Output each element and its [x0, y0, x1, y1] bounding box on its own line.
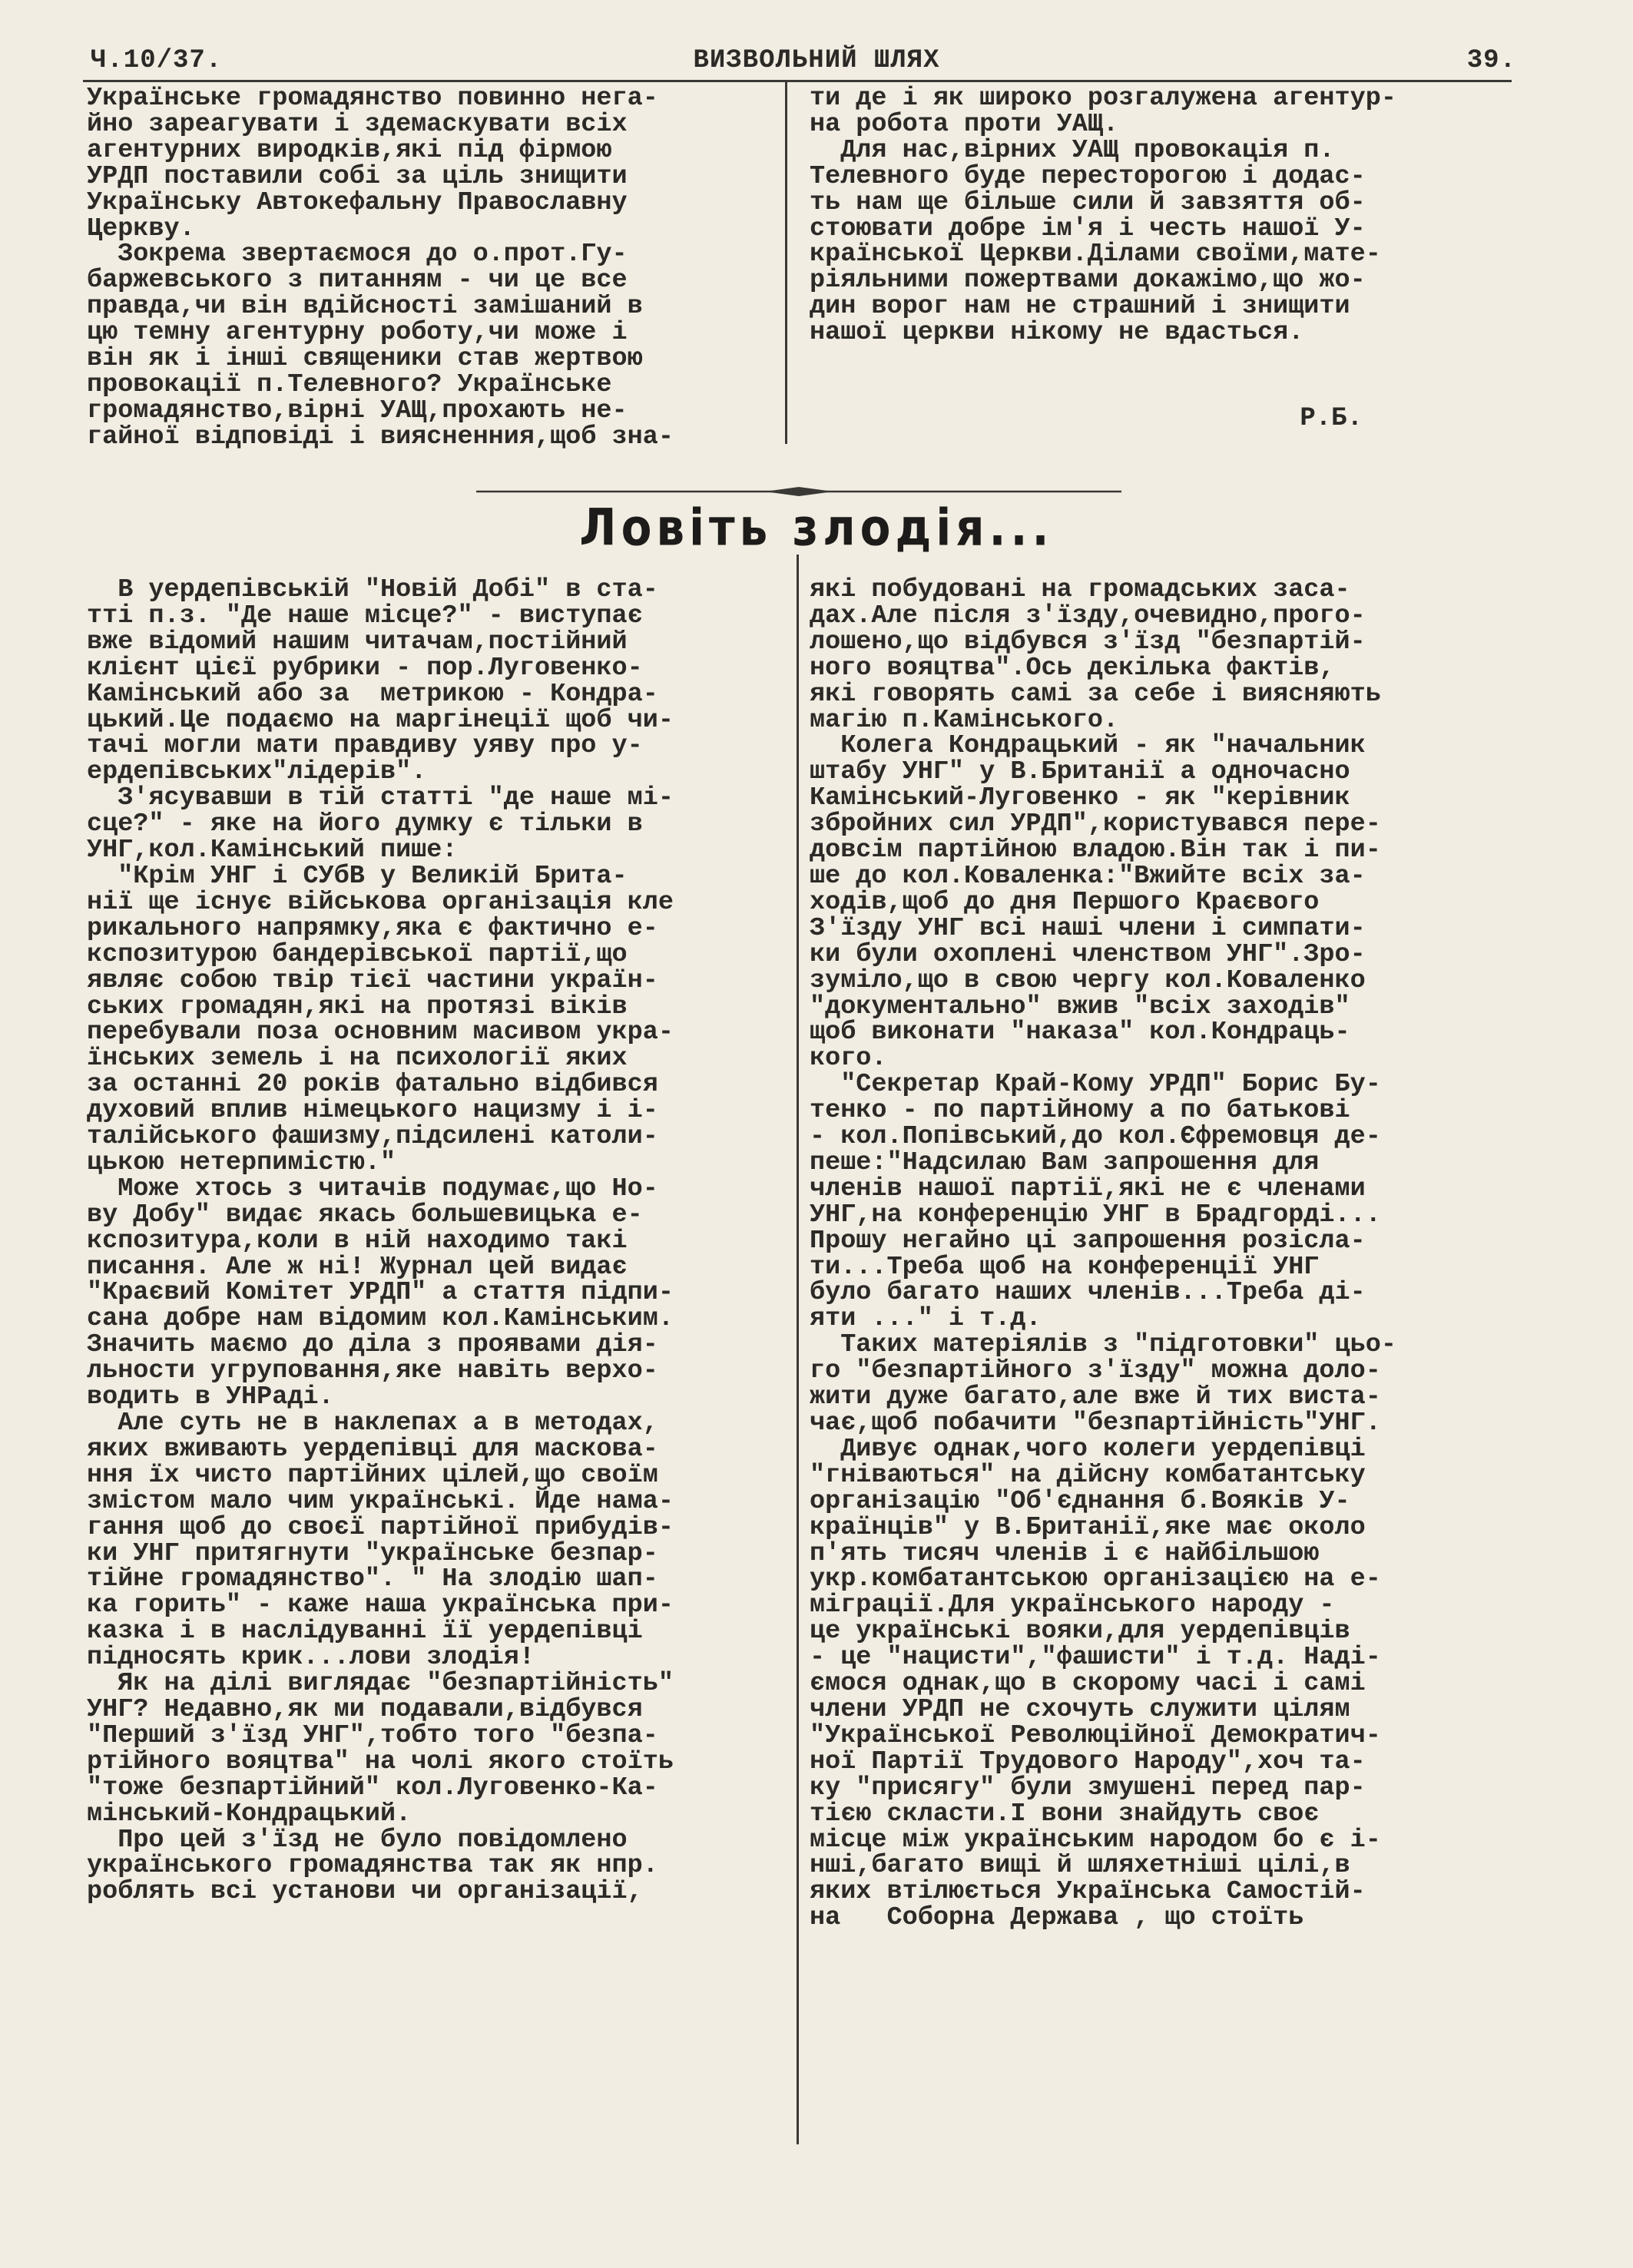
text-line: Зокрема звертаємося до о.прот.Гу- — [87, 240, 628, 270]
article-right-column — [810, 575, 1501, 1933]
text-line: "Крім УНГ і СУбВ у Великій Брита- — [87, 861, 628, 891]
text-line: З'ясувавши в тій статті "де наше мі- — [87, 783, 674, 813]
top-right-column — [810, 86, 1501, 346]
text-line: провокації п.Телевного? Українське — [87, 369, 612, 399]
text-line: нії ще існує військова організація кле — [87, 887, 674, 917]
text-line: ки були охоплені членством УНГ".Зро- — [810, 939, 1366, 969]
text-line: йно зареагувати і здемаскувати всіх — [87, 109, 628, 139]
text-line: ських громадян,які на протязі віків — [87, 992, 628, 1021]
text-line: стоювати добре ім'я і честь нашої У- — [810, 214, 1366, 243]
text-line: цькою нетерпимістю." — [87, 1147, 396, 1177]
text-line: Може хтось з читачів подумає,що Но- — [87, 1174, 658, 1204]
text-line: "Перший з'їзд УНГ",тобто того "безпа- — [87, 1720, 658, 1750]
text-line: кспозитура,коли в ній находимо такі — [87, 1226, 628, 1256]
text-line: Значить маємо до діла з проявами дія- — [87, 1330, 658, 1360]
text-line: на робота проти УАЩ. — [810, 109, 1119, 139]
text-line: укр.комбатантською організацією на е- — [810, 1564, 1381, 1594]
text-line: тенко - по партійному а по батькові — [810, 1096, 1350, 1126]
text-line: мінський-Кондрацький. — [87, 1799, 412, 1829]
text-line: УРДП поставили собі за ціль знищити — [87, 161, 628, 191]
text-line: ка горить" - каже наша українська при- — [87, 1591, 674, 1621]
text-line: кого. — [810, 1044, 887, 1074]
text-line: місце між українським народом бо є і- — [810, 1825, 1381, 1855]
text-line: го "безпартійного з'їзду" можна доло- — [810, 1356, 1381, 1386]
text-line: Камінський або за метрикою - Кондра- — [87, 679, 658, 709]
text-line: тті п.з. "Де наше місце?" - виступає — [87, 601, 643, 631]
text-line: магію п.Камінського. — [810, 705, 1119, 735]
text-line: гайної відповіді і виясненния,щоб зна- — [87, 422, 674, 452]
text-line: Церкву. — [87, 214, 195, 243]
text-line: громадянство,вірні УАЩ,прохають не- — [87, 396, 628, 425]
text-line: клієнт цієї рубрики - пор.Луговенко- — [87, 653, 643, 683]
text-line: підносять крик...лови злодія! — [87, 1643, 535, 1673]
text-line: Для нас,вірних УАЩ провокація п. — [810, 135, 1335, 165]
text-line: українського громадянства так як нпр. — [87, 1851, 658, 1881]
text-line: які побудовані на громадських заса- — [810, 575, 1350, 604]
text-line: В уердепівській "Новій Добі" в ста- — [87, 575, 658, 604]
text-line: кспозитурою бандерівської партії,що — [87, 939, 628, 969]
text-line: Але суть не в наклепах а в методах, — [87, 1409, 658, 1438]
text-line: країнської Церкви.Ділами своїми,мате- — [810, 240, 1381, 270]
text-line: цький.Це подаємо на маргінеції щоб чи- — [87, 705, 674, 735]
text-line: ння їх чисто партійних цілей,що своїм — [87, 1460, 658, 1490]
text-line: УНГ,на конференцію УНГ в Брадгорді... — [810, 1200, 1381, 1230]
text-line: яти ..." і т.д. — [810, 1304, 1042, 1334]
text-line: льности угруповання,яке навіть верхо- — [87, 1356, 658, 1386]
text-line: збройних сил УРДП",користувався пере- — [810, 810, 1381, 839]
text-line: лошено,що відбувся з'їзд "безпартій- — [810, 627, 1366, 657]
text-line: Українське громадянство повинно нега- — [87, 84, 658, 113]
text-line: дин ворог нам не страшний і знищити — [810, 292, 1350, 322]
text-line: яких втілюється Українська Самостій- — [810, 1877, 1366, 1907]
text-line: штабу УНГ" у В.Британії а одночасно — [810, 757, 1350, 787]
text-line: нші,багато вищі й шляхетніші цілі,в — [810, 1851, 1350, 1881]
text-line: УНГ? Недавно,як ми подавали,відбувся — [87, 1694, 643, 1724]
header-rule — [83, 80, 1512, 82]
text-line: ки УНГ притягнути "українське безпар- — [87, 1538, 658, 1568]
signature: Р.Б. — [1300, 404, 1363, 433]
text-line: тійне громадянство". " На злодію шап- — [87, 1564, 658, 1594]
text-line: міграції.Для українського народу - — [810, 1591, 1335, 1621]
text-line: Телевного буде пересторогою і додас- — [810, 161, 1366, 191]
text-line: п'ять тисяч членів і є найбільшою — [810, 1538, 1320, 1568]
text-line: це українські вояки,для уердепівців — [810, 1617, 1350, 1647]
text-line: правда,чи він вдійсності замішаний в — [87, 292, 643, 322]
text-line: ртійного вояцтва" на чолі якого стоїть — [87, 1747, 674, 1776]
text-line: ємося однак,що в скорому часі і самі — [810, 1669, 1366, 1699]
text-line: писання. Але ж ні! Журнал цей видає — [87, 1252, 628, 1282]
issue-number: Ч.10/37. — [91, 46, 223, 75]
text-line: ть нам ще більше сили й завзяття об- — [810, 187, 1366, 217]
text-line: Таких матеріялів з "підготовки" цьо- — [810, 1330, 1396, 1360]
top-column-rule — [785, 80, 787, 444]
text-line: талійського фашизму,підсилені католи- — [87, 1122, 658, 1152]
text-line: тачі могли мати правдиву уяву про у- — [87, 731, 643, 761]
text-line: Українську Автокефальну Православну — [87, 187, 628, 217]
article-title: Ловіть злодія... — [579, 498, 1054, 558]
journal-name: ВИЗВОЛЬНИЙ ШЛЯХ — [693, 46, 940, 75]
text-line: сце?" - яке на його думку є тільки в — [87, 810, 643, 839]
text-line: чає,щоб побачити "безпартійність"УНГ. — [810, 1409, 1381, 1438]
text-line: які говорять самі за себе і виясняють — [810, 679, 1381, 709]
text-line: сана добре нам відомим кол.Камінським. — [87, 1304, 674, 1334]
text-line: "тоже безпартійний" кол.Луговенко-Ка- — [87, 1773, 658, 1803]
text-line: казка і в наслідуванні її уердепівці — [87, 1617, 643, 1647]
text-line: ного вояцтва".Ось декілька фактів, — [810, 653, 1335, 683]
article-left-column — [87, 575, 793, 1907]
text-line: Про цей з'їзд не було повідомлено — [87, 1825, 628, 1855]
text-line: ердепівських"лідерів". — [87, 757, 427, 787]
text-line: пеше:"Надсилаю Вам запрошення для — [810, 1147, 1320, 1177]
text-line: Камінський-Луговенко - як "керівник — [810, 783, 1350, 813]
text-line: водить в УНРаді. — [87, 1382, 334, 1412]
page-number: 39. — [1466, 46, 1516, 75]
text-line: ної Партії Трудового Народу",хоч та- — [810, 1747, 1366, 1776]
text-line: баржевського з питанням - чи це все — [87, 266, 628, 296]
text-line: організацію "Об'єднання б.Вояків У- — [810, 1486, 1350, 1516]
text-line: Як на ділі виглядає "безпартійність" — [87, 1669, 674, 1699]
text-line: щоб виконати "наказа" кол.Кондраць- — [810, 1018, 1350, 1048]
text-line: було багато наших членів...Треба ді- — [810, 1278, 1366, 1308]
text-line: тією скласти.І вони знайдуть своє — [810, 1799, 1320, 1829]
text-line: довсім партійною владою.Він так і пи- — [810, 836, 1381, 866]
text-line: члени УРДП не схочуть служити цілям — [810, 1694, 1350, 1724]
text-line: рикального напрямку,яка є фактично е- — [87, 913, 658, 943]
text-line: він як і інші священики став жертвою — [87, 344, 643, 374]
text-line: зуміло,що в свою чергу кол.Коваленко — [810, 965, 1366, 995]
text-line: ше до кол.Коваленка:"Вжийте всіх за- — [810, 861, 1366, 891]
text-line: агентурних виродків,які під фірмою — [87, 135, 612, 165]
text-line: їнських земель і на психології яких — [87, 1044, 628, 1074]
text-line: членів нашої партії,які не є членами — [810, 1174, 1366, 1204]
text-line: УНГ,кол.Камінський пише: — [87, 836, 458, 866]
text-line: ріяльними пожертвами докажімо,що жо- — [810, 266, 1366, 296]
text-line: "документально" вжив "всіх заходів" — [810, 992, 1350, 1021]
text-line: ву Добу" видає якась большевицька е- — [87, 1200, 643, 1230]
text-line: нашої церкви нікому не вдасться. — [810, 318, 1304, 348]
article-column-rule — [797, 555, 799, 2144]
text-line: перебували поза основним масивом укра- — [87, 1018, 674, 1048]
text-line: країнців" у В.Британії,яке має около — [810, 1512, 1366, 1542]
text-line: ти де і як широко розгалужена агентур- — [810, 84, 1396, 113]
text-line: яких вживають уердепівці для маскова- — [87, 1434, 658, 1464]
text-line: - кол.Попівський,до кол.Єфремовця де- — [810, 1122, 1381, 1152]
text-line: вже відомий нашим читачам,постійний — [87, 627, 628, 657]
text-line: змістом мало чим українські. Йде нама- — [87, 1486, 674, 1516]
text-line: "Секретар Край-Кому УРДП" Борис Бу- — [810, 1070, 1381, 1100]
text-line: за останні 20 років фатально відбився — [87, 1070, 658, 1100]
text-line: "Краєвий Комітет УРДП" а стаття підпи- — [87, 1278, 674, 1308]
text-line: дах.Але після з'їзду,очевидно,прого- — [810, 601, 1366, 631]
text-line: духовий вплив німецького нацизму і і- — [87, 1096, 658, 1126]
text-line: "гніваються" на дійсну комбатантську — [810, 1460, 1366, 1490]
text-line: - це "нацисти","фашисти" і т.д. Наді- — [810, 1643, 1381, 1673]
text-line: гання щоб до своєї партійної прибудів- — [87, 1512, 674, 1542]
text-line: роблять всі установи чи організації, — [87, 1877, 643, 1907]
text-line: цю темну агентурну роботу,чи може і — [87, 318, 628, 348]
text-line: Дивує однак,чого колеги уердепівці — [810, 1434, 1366, 1464]
text-line: на Соборна Держава , що стоїть — [810, 1903, 1304, 1933]
text-line: являє собою твір тієї частини україн- — [87, 965, 658, 995]
text-line: "Української Революційної Демократич- — [810, 1720, 1381, 1750]
text-line: ходів,щоб до дня Першого Краєвого — [810, 887, 1320, 917]
text-line: З'їзду УНГ всі наші члени і симпати- — [810, 913, 1366, 943]
text-line: ти...Треба щоб на конференції УНГ — [810, 1252, 1320, 1282]
text-line: ку "присягу" були змушені перед пар- — [810, 1773, 1366, 1803]
text-line: жити дуже багато,але вже й тих виста- — [810, 1382, 1381, 1412]
text-line: Прошу негайно ці запрошення розісла- — [810, 1226, 1366, 1256]
top-left-column — [87, 86, 778, 451]
text-line: Колега Кондрацький - як "начальник — [810, 731, 1366, 761]
